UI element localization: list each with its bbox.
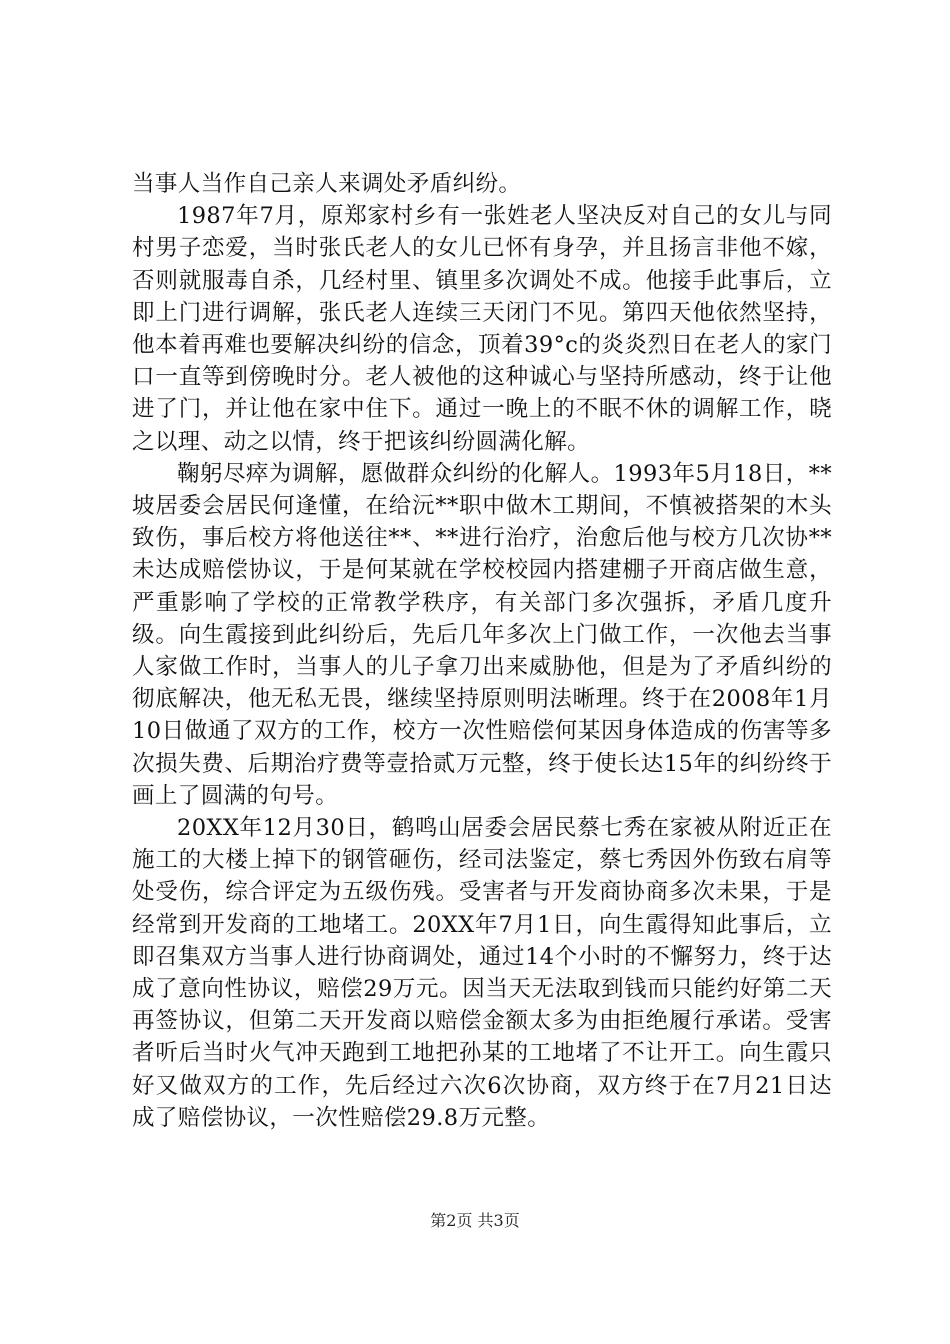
page-number-footer: 第2页 共3页 [430,1211,520,1230]
document-body [132,168,832,1134]
paragraph-1987-case: 1987年7月，原郑家村乡有一张姓老人坚决反对自己的女儿与同村男子恋爱，当时张氏老人的女儿已怀有身孕，并且扬言非他不嫁，否则就服毒自杀，几经村里、镇里多次调处不成。他接手此事后，立即上门进行调解，张氏老人连续三天闭门不见。第四天他依然坚持，他本着再难也要解决纠纷的信念，顶着39°c的炎炎烈日在老人的家门口一直等到傍晚时分。老人被他的这种诚心与坚持所感动，终于让他进了门，并让他在家中住下。通过一晚上的不眠不休的调解工作，晓之以理、动之以情，终于把该纠纷圆满化解。 [132,203,832,455]
paragraph-20xx-case: 20XX年12月30日，鹤鸣山居委会居民蔡七秀在家被从附近正在施工的大楼上掉下的钢管砸伤，经司法鉴定，蔡七秀因外伤致右肩等处受伤，综合评定为五级伤残。受害者与开发商协商多次未果，于是经常到开发商的工地堵工。20XX年7月1日，向生霞得知此事后，立即召集双方当事人进行协商调处，通过14个小时的不懈努力，终于达成了意向性协议，赔偿29万元。因当天无法取到钱而只能约好第二天再签协议，但第二天开发商以赔偿金额太多为由拒绝履行承诺。受害者听后当时火气冲天跑到工地把孙某的工地堵了不让开工。向生霞只好又做双方的工作，先后经过六次6次协商，双方终于在7月21日达成了赔偿协议，一次性赔偿29.8万元整。 [132,815,832,1131]
paragraph-continuation: 当事人当作自己亲人来调处矛盾纠纷。 [132,171,522,197]
paragraph-1993-case: 鞠躬尽瘁为调解，愿做群众纠纷的化解人。1993年5月18日，**坡居委会居民何逢懂，在给沅**职中做木工期间，不慎被搭架的木头致伤，事后校方将他送往**、**进行治疗，治愈后他与校方几次协**未达成赔偿协议，于是何某就在学校校园内搭建棚子开商店做生意，严重影响了学校的正常教学秩序，有关部门多次强拆，矛盾几度升级。向生霞接到此纠纷后，先后几年多次上门做工作，一次他去当事人家做工作时，当事人的儿子拿刀出来威胁他，但是为了矛盾纠纷的彻底解决，他无私无畏，继续坚持原则明法晰理。终于在2008年1月10日做通了双方的工作，校方一次性赔偿何某因身体造成的伤害等多次损失费、后期治疗费等壹拾贰万元整，终于使长达15年的纠纷终于画上了圆满的句号。 [132,460,832,809]
